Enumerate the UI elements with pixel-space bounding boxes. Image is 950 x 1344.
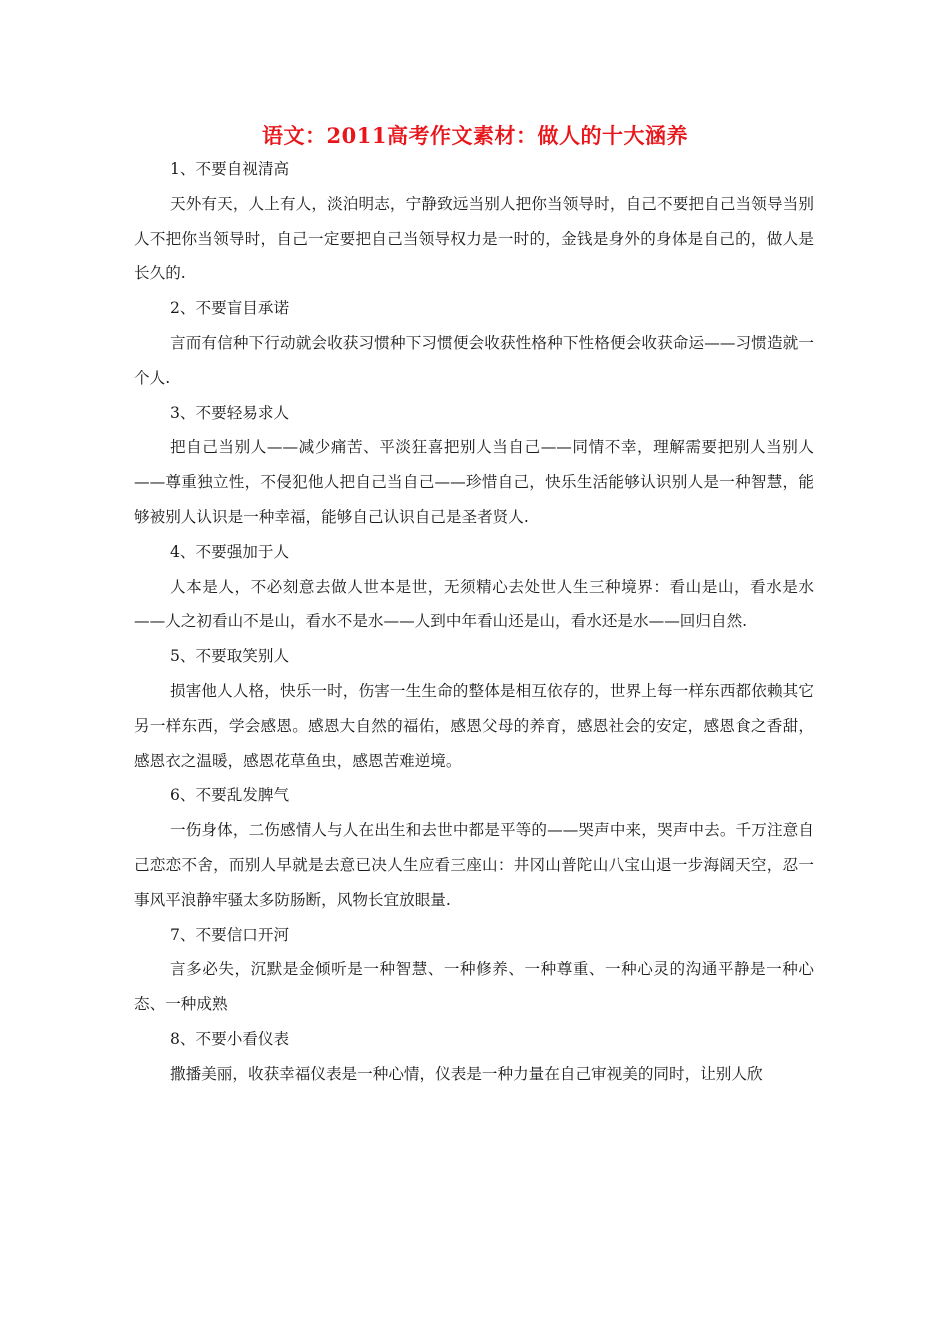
section-text-1: 天外有天，人上有人，淡泊明志，宁静致远当别人把你当领导时，自己不要把自己当领导当别人不把你当领导时，自己一定要把自己当领导权力是一时的，金钱是身外的身体是自己的，做人是长久的. bbox=[134, 194, 814, 283]
section-heading-6: 6、不要乱发脾气 bbox=[170, 786, 290, 805]
section-text-3: 把自己当别人——减少痛苦、平淡狂喜把别人当自己——同情不幸，理解需要把别人当别人——尊重独立性，不侵犯他人把自己当自己——珍惜自己，快乐生活能够认识别人是一种智慧，能够被别人认识是一种幸福，能够自己认识自己是圣者贤人. bbox=[134, 438, 814, 526]
section-heading-3: 3、不要轻易求人 bbox=[170, 403, 290, 422]
section-text-6: 一伤身体，二伤感情人与人在出生和去世中都是平等的——哭声中来，哭声中去。千万注意自己恋恋不舍，而别人早就是去意已决人生应看三座山：井冈山普陀山八宝山退一步海阔天空，忍一事风平浪静牢骚太多防肠断，风物长宜放眼量. bbox=[134, 821, 814, 909]
section-text-2: 言而有信种下行动就会收获习惯种下习惯便会收获性格种下性格便会收获命运——习惯造就一个人. bbox=[134, 333, 814, 387]
section-heading-8: 8、不要小看仪表 bbox=[170, 1029, 290, 1048]
document-title: 语文：2011高考作文素材：做人的十大涵养 bbox=[262, 123, 688, 148]
section-heading-7: 7、不要信口开河 bbox=[170, 925, 290, 944]
section-text-8: 撒播美丽，收获幸福仪表是一种心情，仪表是一种力量在自己审视美的同时，让别人欣 bbox=[170, 1064, 763, 1083]
section-text-5: 损害他人人格，快乐一时，伤害一生生命的整体是相互依存的，世界上每一样东西都依赖其它另一样东西，学会感恩。感恩大自然的福佑，感恩父母的养育，感恩社会的安定，感恩食之香甜，感恩衣之温暖，感恩花草鱼虫，感恩苦难逆境。 bbox=[134, 681, 814, 770]
section-heading-5: 5、不要取笑别人 bbox=[170, 647, 290, 666]
section-heading-1: 1、不要自视清高 bbox=[170, 160, 290, 178]
section-heading-4: 4、不要强加于人 bbox=[170, 542, 290, 561]
document-body bbox=[134, 152, 814, 1092]
section-text-4: 人本是人，不必刻意去做人世本是世，无须精心去处世人生三种境界：看山是山，看水是水——人之初看山不是山，看水不是水——人到中年看山还是山，看水还是水——回归自然. bbox=[134, 577, 814, 631]
section-heading-2: 2、不要盲目承诺 bbox=[170, 299, 290, 318]
section-text-7: 言多必失，沉默是金倾听是一种智慧、一种修养、一种尊重、一种心灵的沟通平静是一种心态、一种成熟 bbox=[134, 960, 814, 1014]
